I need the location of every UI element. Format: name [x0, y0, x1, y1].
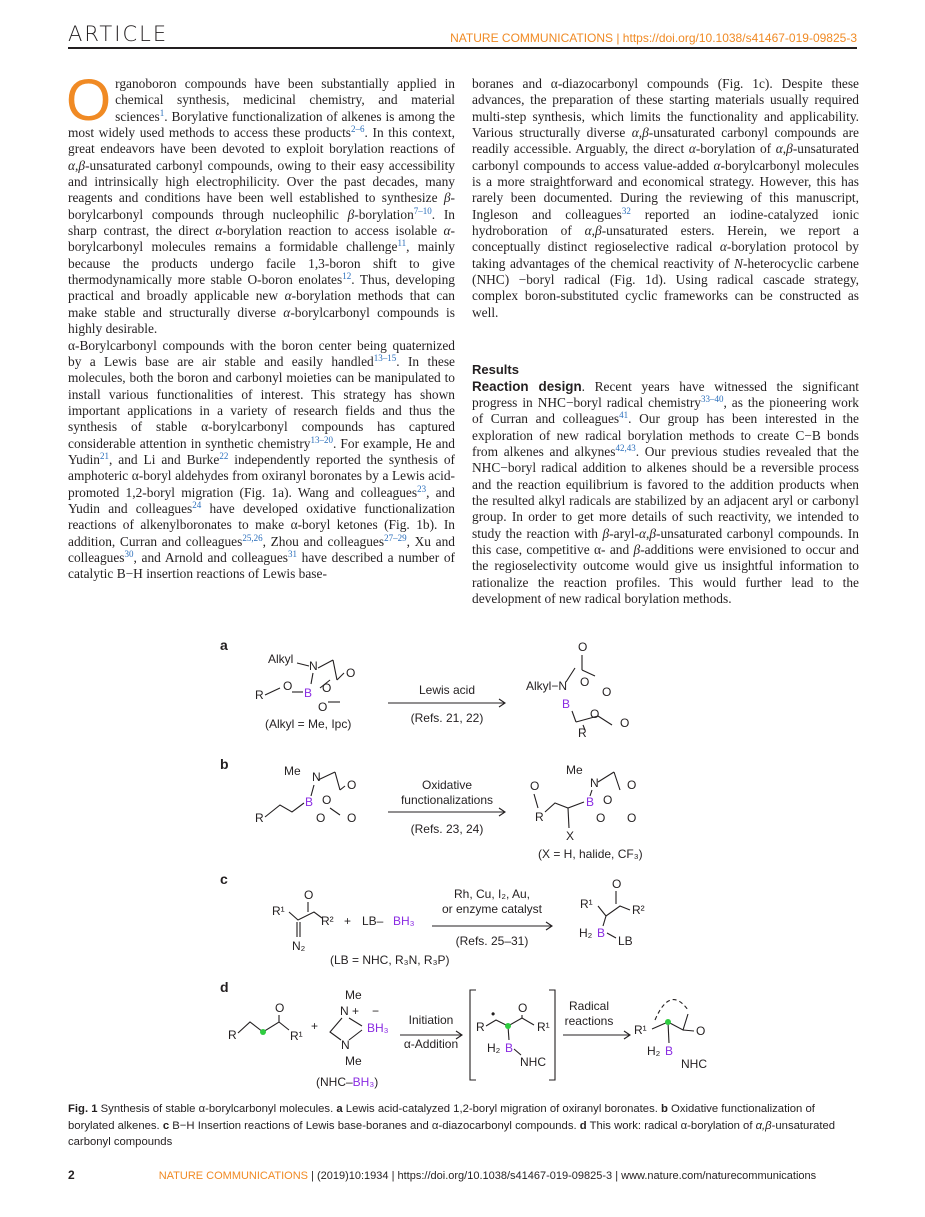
italic-symbol: N — [734, 255, 743, 271]
text-run: -borylcarbonyl molecules remains a formidable challenge — [68, 223, 455, 255]
panel-b — [220, 756, 643, 861]
text-run: -aryl- — [609, 525, 639, 541]
atom-n2: N₂ — [292, 939, 306, 953]
text-run: Synthesis of stable α-borylcarbonyl molecules. — [97, 1103, 337, 1115]
atom-o: O — [530, 779, 540, 793]
text-run: reported an iodine-catalyzed ionic hydroboration of — [472, 206, 859, 239]
atom-r: R — [255, 811, 264, 825]
arrow-label-oxidative: Oxidative — [421, 778, 473, 792]
atom-r1: R¹ — [272, 904, 285, 918]
atom-alkyl-n: Alkyl−N — [526, 679, 568, 693]
text-run: , — [782, 141, 787, 157]
atom-o-aldehyde: O — [620, 716, 630, 730]
text-run: , and Arnold and colleagues — [133, 549, 288, 565]
atom-o: O — [322, 681, 332, 695]
panel-ref: c — [162, 1119, 170, 1132]
text-run: independently reported the synthesis of amphoteric α-boryl aldehydes from oxiranyl boronates by a Lewis acid-promoted 1,2-boryl migration (Fig. 1a). Wang and colleagues — [68, 451, 456, 500]
italic-symbol: α — [719, 239, 727, 255]
italic-symbol: β — [642, 125, 649, 141]
panel-letter-b: b — [220, 756, 229, 772]
lb-note: (LB = NHC, R₃N, R₃P) — [330, 953, 450, 967]
text-run: -borylation methods that can make stable and structurally diverse — [68, 288, 455, 320]
intro-paragraph — [66, 68, 456, 338]
citation-ref[interactable]: 33–40 — [700, 393, 724, 404]
citation-ref[interactable]: 41 — [619, 410, 629, 421]
italic-symbol: α — [631, 125, 639, 141]
italic-symbol: α — [775, 141, 783, 157]
page-footer — [68, 1168, 816, 1182]
citation-ref[interactable]: 2–6 — [351, 124, 365, 135]
citation-ref[interactable]: 12 — [342, 271, 352, 282]
atom-boron: B — [562, 697, 571, 711]
panel-ref: a — [336, 1103, 343, 1115]
text-run: . Recent years have witnessed the significant progress in NHC−boryl radical chemistry — [472, 378, 859, 410]
atom-r1: R¹ — [290, 1029, 303, 1043]
text-run: -borylcarbonyl compounds is highly desirable. — [68, 304, 455, 337]
text-run: , as the pioneering work of Curran and colleagues — [472, 394, 859, 427]
atom-r: R — [535, 810, 544, 824]
italic-symbol: β — [78, 157, 86, 173]
italic-symbol: α — [638, 525, 646, 541]
atom-o-epoxide: O — [283, 679, 293, 693]
text-run: . In these molecules, both the boron and carbonyl moieties can be manipulated to install various functionalities of interest. This strategy has shown important applications in a variety of research fields and thus the synthesis of stable α-borylcarbonyl compounds has captured considerable attention in synthetic chemistry — [68, 353, 456, 451]
arrow-label-radical: Radical — [568, 999, 610, 1013]
atom-o: O — [602, 685, 612, 699]
citation-ref[interactable]: 13–15 — [373, 352, 397, 363]
atom-r2: R² — [321, 914, 334, 928]
journal-doi-link[interactable]: NATURE COMMUNICATIONS | https://doi.org/10.1038/s41467-019-09825-3 — [450, 31, 857, 45]
header-rule — [68, 47, 857, 49]
text-run: -unsaturated carbonyl compounds — [68, 1119, 836, 1148]
panel-letter-d: d — [220, 979, 229, 995]
atom-boron: B — [304, 686, 313, 700]
text-run: -borylcarbonyl compounds through nucleophilic — [68, 190, 455, 222]
footer-citation: | (2019)10:1934 | https://doi.org/10.1038/s41467-019-09825-3 | www.nature.com/naturecommunications — [308, 1170, 817, 1182]
text-run: -unsaturated carbonyl compounds are readily accessible. Arguably, the direct — [472, 125, 859, 157]
minus-charge: − — [372, 1004, 380, 1018]
atom-nhc: NHC — [681, 1057, 707, 1071]
citation-ref[interactable]: 24 — [192, 499, 202, 510]
atom-r2: R² — [632, 903, 645, 917]
text-run: have developed oxidative functionalization reactions of alkenylboronates to make α-boryl ketones (Fig. 1b). In addition, Curran and colleagues — [68, 500, 455, 549]
atom-o: O — [627, 778, 637, 792]
citation-ref[interactable]: 23 — [417, 483, 427, 494]
atom-h2: H₂ — [579, 926, 593, 940]
alpha-carbon-dot — [665, 1019, 671, 1025]
arrow-label-initiation: Initiation — [408, 1013, 454, 1027]
atom-me: Me — [345, 988, 362, 1002]
text-run: -borylcarbonyl molecules is a more straightforward and economical strategy. However, this has rarely been documented. During the reviewing of this manuscript, Ingleson and colleagues — [472, 157, 859, 222]
text-run: , — [75, 157, 79, 173]
atom-o: O — [304, 888, 314, 902]
atom-boron: B — [305, 795, 314, 809]
alpha-carbon-dot — [505, 1023, 511, 1029]
bh3-label: BH₃ — [367, 1021, 389, 1035]
text-run: α-Borylcarbonyl compounds with the boron center being quaternized by a Lewis base are air stable and easily handled — [68, 337, 455, 369]
atom-me: Me — [284, 764, 301, 778]
drop-cap: O — [66, 68, 112, 133]
text-run: B−H Insertion reactions of Lewis base-boranes and α-diazocarbonyl compounds. — [169, 1119, 580, 1132]
atom-o: O — [590, 707, 600, 721]
section-label: ARTICLE — [68, 22, 169, 46]
citation-ref[interactable]: 25,26 — [242, 532, 263, 543]
citation-ref[interactable]: 21 — [100, 450, 109, 461]
text-run: -additions were envisioned to occur and the regioselectivity outcome would give us insightful information to rationalize the reaction profiles. This would further lead to the development of new radical borylation methods. — [472, 541, 860, 606]
atom-h2: H₂ — [487, 1041, 501, 1055]
atom-r: R — [255, 688, 264, 702]
atom-o: O — [347, 811, 357, 825]
citation-ref[interactable]: 31 — [287, 548, 297, 559]
italic-symbol: β — [786, 141, 793, 157]
atom-o: O — [316, 811, 326, 825]
atom-boron: B — [597, 926, 606, 940]
text-run: . Thus, developing practical and broadly applicable new — [68, 272, 456, 304]
text-run: , — [646, 525, 650, 541]
text-run: boranes and α-diazocarbonyl compounds (Fig. 1c). Despite these advances, the preparation of these starting materials usually required multi-step synthesis, which limits the functionality and applicability. Various structurally diverse — [472, 76, 859, 141]
figure-caption — [68, 1101, 858, 1151]
panel-a — [220, 637, 629, 740]
atom-o: O — [578, 640, 588, 654]
italic-symbol: α — [215, 223, 223, 239]
continuation-paragraph — [472, 76, 859, 321]
enzyme-catalyst-label: or enzyme catalyst — [441, 902, 543, 916]
citation-ref[interactable]: 7–10 — [413, 205, 432, 216]
arrow-label-alpha-addition: α-Addition — [403, 1037, 459, 1051]
atom-n-plus: N + — [340, 1004, 360, 1018]
citation-ref[interactable]: 27–29 — [384, 532, 407, 543]
text-run: . Our previous studies revealed that the NHC−boryl radical addition to alkenes should be a reversible process and the reaction equilibrium is favored to the addition products when the resulted alkyl radicals are stabilized by an adjacent aryl or carbonyl group. In order to get more details of such reactivity, we intended to study the reaction with — [472, 443, 859, 541]
reaction-design-paragraph — [472, 379, 859, 608]
atom-o: O — [627, 811, 637, 825]
footer-journal-link[interactable]: NATURE COMMUNICATIONS — [158, 1170, 308, 1182]
citation-ref[interactable]: 32 — [621, 205, 631, 216]
text-run: , and Li and Burke — [109, 451, 220, 467]
italic-symbol: α — [443, 223, 451, 239]
reaction-design-label: Reaction design — [472, 378, 582, 394]
atom-o: O — [612, 877, 622, 891]
citation-ref[interactable]: 13–20 — [310, 434, 333, 445]
atom-alkyl: Alkyl — [268, 652, 294, 666]
plus-sign: + — [311, 1019, 319, 1033]
figure-label: Fig. 1 — [68, 1103, 98, 1115]
italic-symbol: α — [713, 157, 721, 173]
atom-h2: H₂ — [647, 1044, 661, 1058]
italic-symbol: α — [584, 223, 592, 239]
italic-symbol: α — [688, 141, 696, 157]
atom-r: R — [578, 726, 587, 740]
panel-letter-c: c — [220, 871, 228, 887]
atom-r1: R¹ — [580, 897, 593, 911]
left-column — [66, 68, 456, 583]
text-run: . For example, He and Yudin — [68, 435, 455, 467]
atom-r1: R¹ — [634, 1023, 647, 1037]
panel-ref: b — [661, 1103, 668, 1115]
atom-o: O — [346, 666, 356, 680]
text-run: , and Yudin and colleagues — [68, 484, 456, 516]
text-run: Lewis acid-catalyzed 1,2-boryl migration of oxiranyl boronates. — [342, 1103, 662, 1115]
atom-nhc: NHC — [520, 1055, 546, 1069]
panel-letter-a: a — [220, 637, 228, 653]
refs-25-31: (Refs. 25–31) — [455, 934, 529, 948]
catalysts-label: Rh, Cu, I₂, Au, — [453, 887, 531, 901]
text-run: , Xu and colleagues — [68, 533, 455, 565]
panel-ref: d — [579, 1119, 587, 1132]
text-run: -borylation — [354, 206, 414, 222]
atom-o: O — [580, 675, 590, 689]
text-run: -heterocyclic carbene (NHC) −boryl radical (Fig. 1d). Using radical cascade strategy, complex boron-substituted cyclic frameworks can be constructed as well. — [472, 255, 859, 320]
citation-ref[interactable]: 11 — [397, 238, 407, 249]
atom-o: O — [275, 1001, 285, 1015]
italic-symbol: β — [595, 223, 602, 239]
text-run: , mainly because the products undergo facile 1,3-boron shift to give thermodynamically more stable O-boron enolates — [68, 239, 455, 288]
text-run: -unsaturated esters. Herein, we report a conceptually distinct regioselective radical — [472, 223, 859, 255]
citation-ref[interactable]: 22 — [219, 450, 229, 461]
alkyl-note: (Alkyl = Me, Ipc) — [265, 717, 352, 731]
text-run: . Borylative functionalization of alkenes is among the most widely used methods to access these products — [68, 108, 455, 141]
plus-sign: + — [344, 914, 352, 928]
text-run: -unsaturated carbonyl compounds to access value-added — [472, 141, 859, 173]
dashed-ring — [655, 1000, 688, 1020]
text-run: , Zhou and colleagues — [262, 533, 385, 549]
right-bracket — [549, 990, 555, 1080]
atom-boron: B — [505, 1041, 514, 1055]
italic-symbol: β — [633, 541, 641, 557]
text-run: rganoboron compounds have been substantially applied in chemical synthesis, medicinal chemistry, and material sciences — [115, 76, 455, 124]
text-run: -borylation of — [695, 141, 776, 157]
bh3-label: BH₃ — [393, 914, 415, 928]
atom-o: O — [596, 811, 606, 825]
right-column — [472, 76, 859, 607]
atom-r1: R¹ — [537, 1020, 550, 1034]
citation-ref[interactable]: 30 — [124, 548, 134, 559]
italic-symbol: β — [649, 525, 657, 541]
atom-o: O — [518, 1001, 528, 1015]
atom-o: O — [318, 700, 328, 714]
text-run: . In this context, great endeavors have been devoted to exploit borylation reactions of — [68, 125, 455, 157]
italic-symbol: α,β — [755, 1119, 772, 1132]
background-paragraph — [68, 338, 455, 583]
atom-n: N — [312, 770, 321, 784]
atom-o: O — [347, 778, 357, 792]
arrow-label-lewis-acid: Lewis acid — [418, 683, 476, 697]
panel-d — [220, 979, 707, 1089]
italic-symbol: α — [283, 304, 291, 320]
atom-n: N — [309, 659, 318, 673]
text-run: . In sharp contrast, the direct — [68, 206, 455, 239]
refs-23-24: (Refs. 23, 24) — [410, 822, 484, 836]
text-run: -unsaturated carbonyl compounds. In this case, competitive α- and — [472, 525, 859, 557]
atom-o: O — [603, 793, 613, 807]
citation-ref[interactable]: 1 — [159, 107, 165, 118]
page-number: 2 — [68, 1168, 75, 1182]
italic-symbol: β — [347, 206, 355, 222]
atom-r: R — [476, 1020, 485, 1034]
arrow-label-functionalizations: functionalizations — [400, 793, 494, 807]
text-run: This work: radical α-borylation of — [586, 1119, 756, 1132]
panel-c — [220, 871, 645, 967]
text-run: . Our group has been interested in the exploration of new radical borylation methods to create C−B bonds from alkenes and alkynes — [472, 411, 859, 459]
atom-boron: B — [586, 795, 595, 809]
text-run: -borylation protocol by taking advantages of the chemical reactivity of — [472, 239, 859, 271]
lewis-base-label: LB– — [362, 914, 384, 928]
atom-boron: B — [665, 1044, 674, 1058]
atom-o: O — [322, 793, 332, 807]
atom-n: N — [590, 776, 599, 790]
text-run: -unsaturated carbonyl compounds, owing to their easy accessibility and intrinsically high electrophilicity. Over the past decades, many reagents and conditions have been well established to synthesize — [68, 157, 455, 206]
atom-r: R — [228, 1028, 237, 1042]
atom-o: O — [696, 1024, 706, 1038]
atom-me: Me — [345, 1054, 362, 1068]
citation-ref[interactable]: 42,43 — [615, 442, 636, 453]
atom-x: X — [566, 829, 575, 843]
results-heading: Results — [472, 362, 519, 378]
radical-dot: • — [491, 1007, 496, 1021]
x-note: (X = H, halide, CF₃) — [538, 847, 643, 861]
italic-symbol: α — [284, 288, 292, 304]
text-run: Oxidative functionalization of borylated alkenes. — [68, 1103, 815, 1132]
text-run: , — [638, 125, 643, 141]
left-bracket — [470, 990, 476, 1080]
atom-n: N — [341, 1038, 350, 1052]
text-run: -borylation reaction to access isolable — [222, 223, 444, 239]
alpha-carbon-dot — [260, 1029, 266, 1035]
italic-symbol: β — [443, 190, 451, 206]
nhc-bh3-label: (NHC–BH₃) — [316, 1075, 379, 1089]
italic-symbol: β — [602, 525, 610, 541]
refs-21-22: (Refs. 21, 22) — [410, 711, 484, 725]
arrow-label-reactions: reactions — [564, 1014, 614, 1028]
text-run: have described a number of catalytic B−H insertion reactions of Lewis base- — [68, 549, 455, 582]
atom-me: Me — [566, 763, 583, 777]
italic-symbol: α — [68, 157, 76, 173]
atom-lb: LB — [618, 934, 633, 948]
text-run: , — [591, 223, 596, 239]
